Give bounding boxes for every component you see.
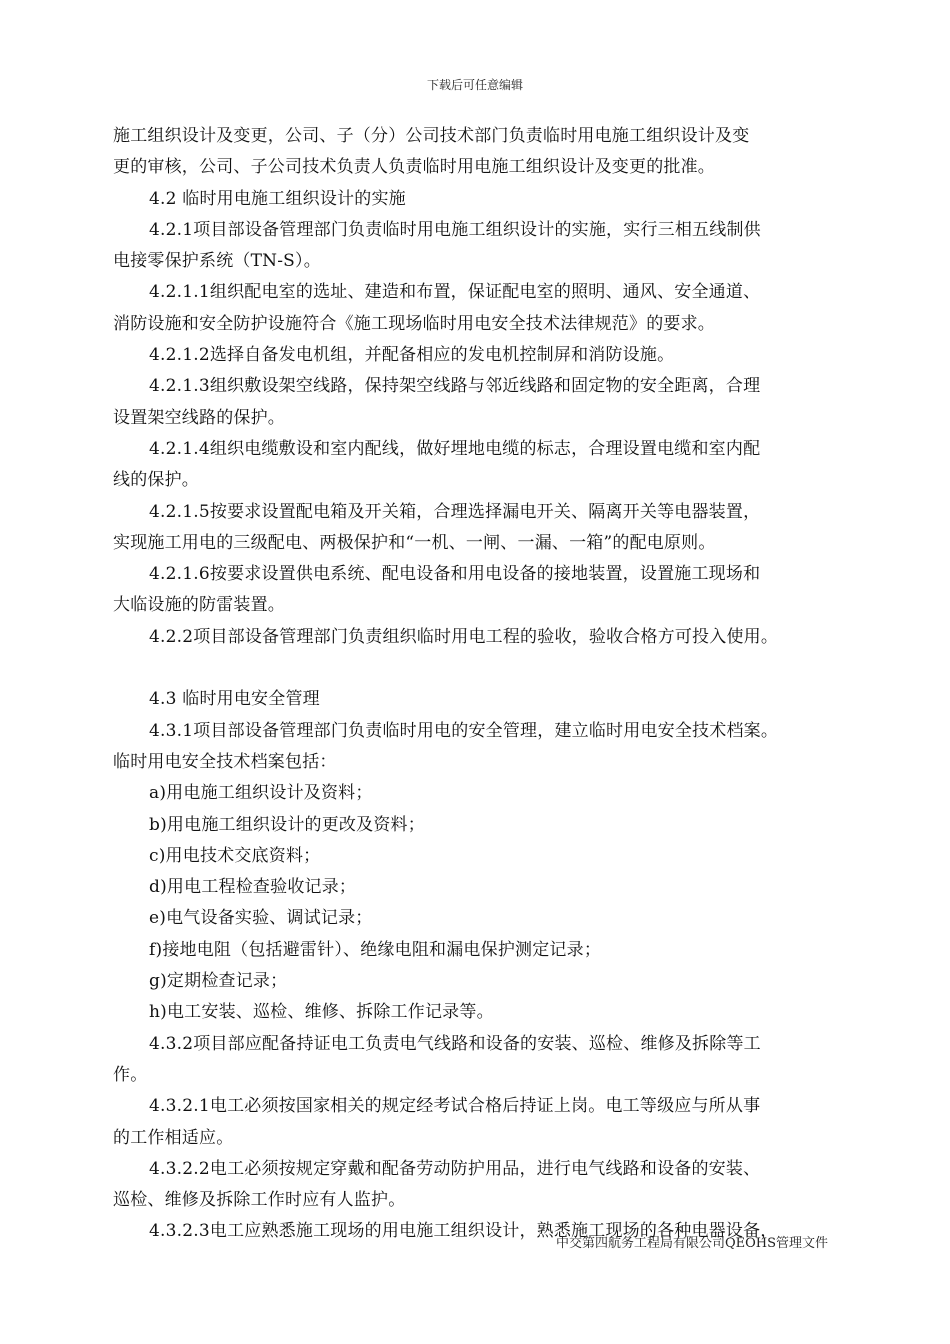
page-header: 下载后可任意编辑 [426, 78, 523, 92]
text-line: a)用电施工组织设计及资料； [149, 783, 373, 804]
text-line: 4.2.1.3组织敷设架空线路，保持架空线路与邻近线路和固定物的安全距离，合理 [149, 376, 761, 397]
blank-line [113, 653, 841, 684]
text-line: 设置架空线路的保护。 [113, 407, 285, 428]
text-line: 4.2.2项目部设备管理部门负责组织临时用电工程的验收，验收合格方可投入使用。 [149, 626, 779, 647]
text-line: 施工组织设计及变更，公司、子（分）公司技术部门负责临时用电施工组织设计及变 [113, 126, 750, 146]
text-line: 更的审核，公司、子公司技术负责人负责临时用电施工组织设计及变更的批准。 [113, 157, 715, 178]
text-line: 4.2.1.6按要求设置供电系统、配电设备和用电设备的接地装置，设置施工现场和 [149, 564, 761, 585]
text-line: 4.3 临时用电安全管理 [149, 689, 320, 710]
text-line: g)定期检查记录； [149, 971, 288, 992]
text-line: d)用电工程检查验收记录； [149, 877, 357, 898]
text-line: 4.2.1.5按要求设置配电箱及开关箱，合理选择漏电开关、隔离开关等电器装置， [149, 501, 761, 522]
text-line: 4.3.2.1电工必须按国家相关的规定经考试合格后持证上岗。电工等级应与所从事 [149, 1096, 761, 1117]
text-line: 巡检、维修及拆除工作时应有人监护。 [113, 1190, 406, 1211]
text-line: 4.2.1.1组织配电室的选址、建造和布置，保证配电室的照明、通风、安全通道、 [149, 282, 761, 303]
text-line: 线的保护。 [113, 470, 199, 491]
text-line: f)接地电阻（包括避雷针）、绝缘电阻和漏电保护测定记录； [149, 939, 602, 960]
text-line: 实现施工用电的三级配电、两极保护和“一机、一闸、一漏、一箱”的配电原则。 [113, 532, 716, 553]
text-line: 4.3.2项目部应配备持证电工负责电气线路和设备的安装、巡检、维修及拆除等工 [149, 1033, 761, 1054]
text-line: 电接零保护系统（TN-S）。 [113, 251, 321, 272]
text-line: 4.3.1项目部设备管理部门负责临时用电的安全管理，建立临时用电安全技术档案。 [149, 720, 779, 741]
text-line: 4.3.2.2电工必须按规定穿戴和配备劳动防护用品，进行电气线路和设备的安装、 [149, 1158, 761, 1179]
text-line: 大临设施的防雷装置。 [113, 595, 285, 616]
text-line: 消防设施和安全防护设施符合《施工现场临时用电安全技术法律规范》的要求。 [113, 313, 715, 334]
text-line: 4.2 临时用电施工组织设计的实施 [149, 188, 406, 209]
text-line: 作。 [113, 1064, 148, 1085]
text-line: e)电气设备实验、调试记录； [149, 908, 373, 929]
text-line: 临时用电安全技术档案包括： [113, 751, 337, 772]
text-line: 4.2.1.2选择自备发电机组，并配备相应的发电机控制屏和消防设施。 [149, 345, 675, 366]
text-line: h)电工安装、巡检、维修、拆除工作记录等。 [149, 1002, 494, 1023]
text-line: 4.3.2.3电工应熟悉施工现场的用电施工组织设计，熟悉施工现场的各种电器设备， [149, 1221, 778, 1242]
text-line: 4.2.1项目部设备管理部门负责临时用电施工组织设计的实施，实行三相五线制供 [149, 219, 761, 240]
page-footer: 中交第四航务工程局有限公司QEOHS管理文件 [555, 1236, 828, 1251]
text-line: b)用电施工组织设计的更改及资料； [149, 814, 425, 835]
document-body [113, 121, 841, 1248]
text-line: c)用电技术交底资料； [149, 845, 321, 866]
text-line: 4.2.1.4组织电缆敷设和室内配线，做好埋地电缆的标志，合理设置电缆和室内配 [149, 438, 761, 459]
text-line: 的工作相适应。 [113, 1127, 234, 1148]
